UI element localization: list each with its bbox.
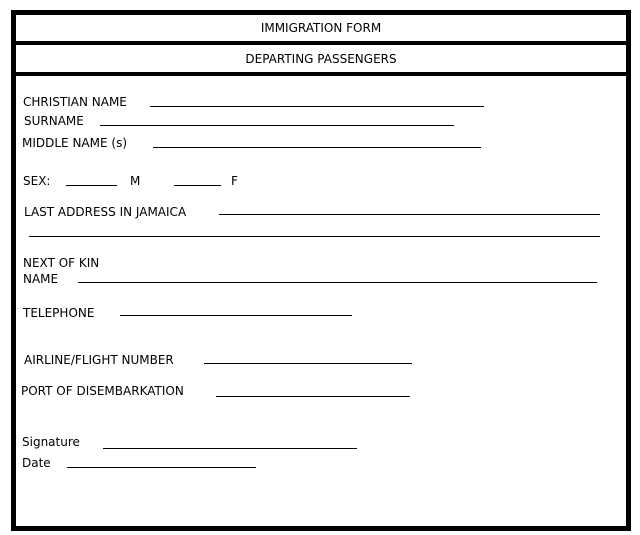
christian-name-label: CHRISTIAN NAME: [23, 95, 127, 109]
divider: [16, 41, 626, 45]
divider: [16, 72, 626, 76]
sex-label: SEX:: [23, 174, 51, 188]
next-of-kin-name-label: NAME: [23, 272, 59, 286]
port-label: PORT OF DISEMBARKATION: [21, 384, 184, 398]
next-of-kin-name-field[interactable]: [78, 282, 597, 283]
port-field[interactable]: [216, 396, 410, 397]
middle-name-field[interactable]: [153, 147, 481, 148]
surname-field[interactable]: [100, 125, 454, 126]
last-address-field-1[interactable]: [219, 214, 600, 215]
sex-m-label: M: [130, 174, 141, 188]
form-title: IMMIGRATION FORM: [260, 21, 382, 35]
middle-name-label: MIDDLE NAME (s): [22, 136, 128, 150]
next-of-kin-label: NEXT OF KIN: [23, 256, 100, 270]
telephone-field[interactable]: [120, 315, 352, 316]
airline-flight-field[interactable]: [204, 363, 412, 364]
signature-label: Signature: [22, 435, 80, 449]
sex-f-field[interactable]: [174, 185, 221, 186]
telephone-label: TELEPHONE: [23, 306, 95, 320]
last-address-field-2[interactable]: [29, 236, 600, 237]
date-label: Date: [22, 456, 51, 470]
date-field[interactable]: [67, 467, 256, 468]
sex-m-field[interactable]: [66, 185, 117, 186]
last-address-label: LAST ADDRESS IN JAMAICA: [24, 205, 187, 219]
airline-flight-label: AIRLINE/FLIGHT NUMBER: [24, 353, 174, 367]
form-subtitle: DEPARTING PASSENGERS: [245, 52, 397, 66]
form-frame: [11, 10, 631, 531]
christian-name-field[interactable]: [150, 106, 484, 107]
sex-f-label: F: [231, 174, 238, 188]
signature-field[interactable]: [103, 448, 357, 449]
surname-label: SURNAME: [24, 114, 84, 128]
